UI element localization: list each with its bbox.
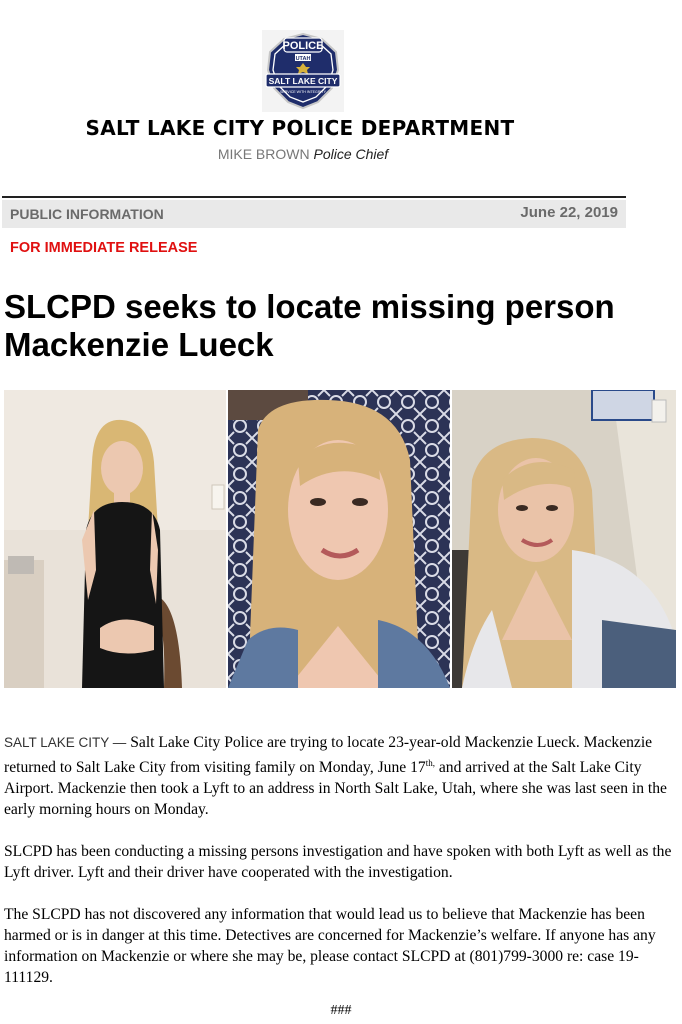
paragraph-1	[4, 732, 678, 820]
paragraph-2: SLCPD has been conducting a missing persons investigation and have spoken with both Lyft as well as the Lyft driver. Lyft and their driver have cooperated with the investigation.	[4, 843, 672, 882]
badge-motto-text: SERVICE WITH INTEGRITY	[279, 90, 327, 94]
badge-city-text: SALT LAKE CITY	[268, 76, 338, 86]
press-release-body	[4, 732, 678, 1009]
chief-name: MIKE BROWN	[217, 146, 310, 162]
photo-seated	[4, 390, 226, 688]
public-information-label: PUBLIC INFORMATION	[10, 206, 164, 222]
paragraph-1-text-a: Salt Lake City Police are trying to locate 23-year-old Mackenzie Lueck. Mackenzie returned to Salt Lake City from visiting family on Monday, June 17	[4, 734, 653, 777]
end-mark: ###	[330, 1003, 352, 1018]
date-ordinal-superscript: th,	[425, 758, 435, 768]
photo-selfie-couch	[228, 390, 450, 688]
paragraph-1-text-b: and arrived at the Salt Lake City Airport. Mackenzie then took a Lyft to an address in North Salt Lake, Utah, where she was last seen in the early morning hours on Monday.	[4, 759, 667, 819]
badge-state-text: UTAH	[295, 56, 311, 62]
police-badge-logo	[262, 30, 344, 112]
headline: SLCPD seeks to locate missing person Mackenzie Lueck	[4, 288, 615, 363]
chief-title: Police Chief	[313, 146, 389, 162]
immediate-release-label: FOR IMMEDIATE RELEASE	[10, 240, 198, 256]
photo-strip	[4, 390, 676, 688]
paragraph-3: The SLCPD has not discovered any information that would lead us to believe that Mackenzie has been harmed or is in danger at this time. Detectives are concerned for Mackenzie’s welfare. If anyone has any information on Mackenzie or where she may be, please contact SLCPD at (801)799-3000 re: case 19-111129.	[4, 906, 656, 987]
chief-line	[0, 146, 606, 162]
department-name: SALT LAKE CITY POLICE DEPARTMENT	[85, 116, 515, 140]
photo-selfie-wall	[452, 390, 676, 688]
info-bar	[2, 200, 626, 228]
header-divider	[2, 196, 626, 198]
badge-top-text: POLICE	[282, 40, 324, 52]
release-date: June 22, 2019	[520, 204, 618, 221]
dateline: SALT LAKE CITY —	[4, 735, 127, 750]
